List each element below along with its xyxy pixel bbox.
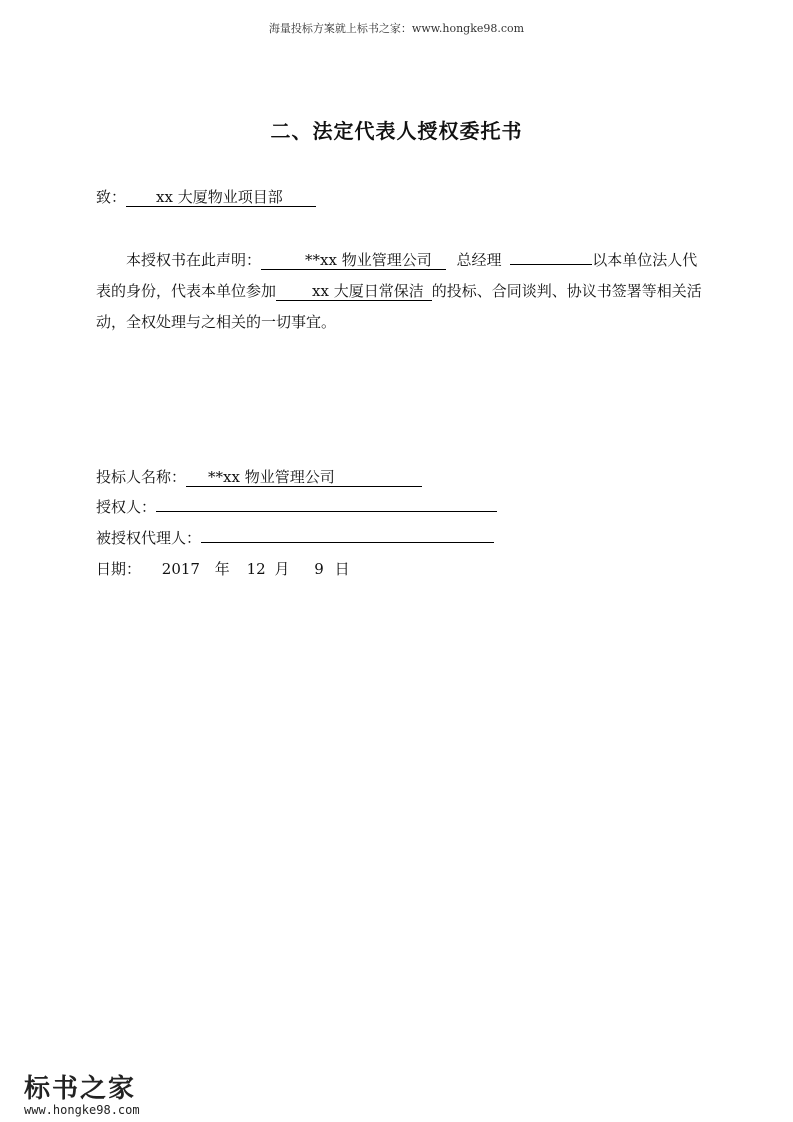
- date-day-unit: 日: [334, 560, 350, 578]
- statement-intro: 本授权书在此声明：: [126, 251, 262, 269]
- date-line: [96, 558, 350, 579]
- date-year: 2017: [161, 560, 200, 578]
- footer-logo: [24, 1068, 140, 1117]
- date-month-unit: 月: [274, 560, 290, 578]
- recipient-label: 致：: [96, 188, 127, 206]
- bidder-value: **xx 物业管理公司: [186, 469, 422, 487]
- statement-project: xx 大厦日常保洁: [276, 283, 432, 301]
- date-day: 9: [314, 560, 324, 578]
- date-month: 12: [246, 560, 266, 578]
- authorizer-value: [156, 511, 497, 512]
- statement-text-2: 的投标、合同谈判、协议书签署等相关活动，全权处理与之相关的一切事宜。: [96, 282, 702, 331]
- recipient-value: xx 大厦物业项目部: [126, 189, 316, 207]
- bidder-label: 投标人名称：: [96, 468, 187, 486]
- logo-url: www.hongke98.com: [24, 1103, 140, 1117]
- agent-line: [96, 527, 494, 548]
- agent-value: [201, 542, 494, 543]
- logo-text: 标书之家: [24, 1074, 137, 1104]
- bidder-line: [96, 466, 422, 487]
- statement-paragraph: [96, 245, 711, 338]
- agent-label: 被授权代理人：: [96, 529, 202, 547]
- header-note: 海量投标方案就上标书之家：www.hongke98.com: [268, 22, 525, 35]
- manager-name: [510, 264, 592, 265]
- date-label: 日期：: [96, 560, 142, 578]
- recipient-line: [96, 186, 316, 207]
- authorizer-label: 授权人：: [96, 498, 157, 516]
- document-title: 二、法定代表人授权委托书: [270, 119, 523, 143]
- manager-label: 总经理: [456, 251, 502, 269]
- statement-text-1: 以本单位法人代表的身份，代表本单位参加: [96, 251, 698, 300]
- statement-company: **xx 物业管理公司: [261, 252, 446, 270]
- date-year-unit: 年: [214, 560, 230, 578]
- authorizer-line: [96, 496, 497, 517]
